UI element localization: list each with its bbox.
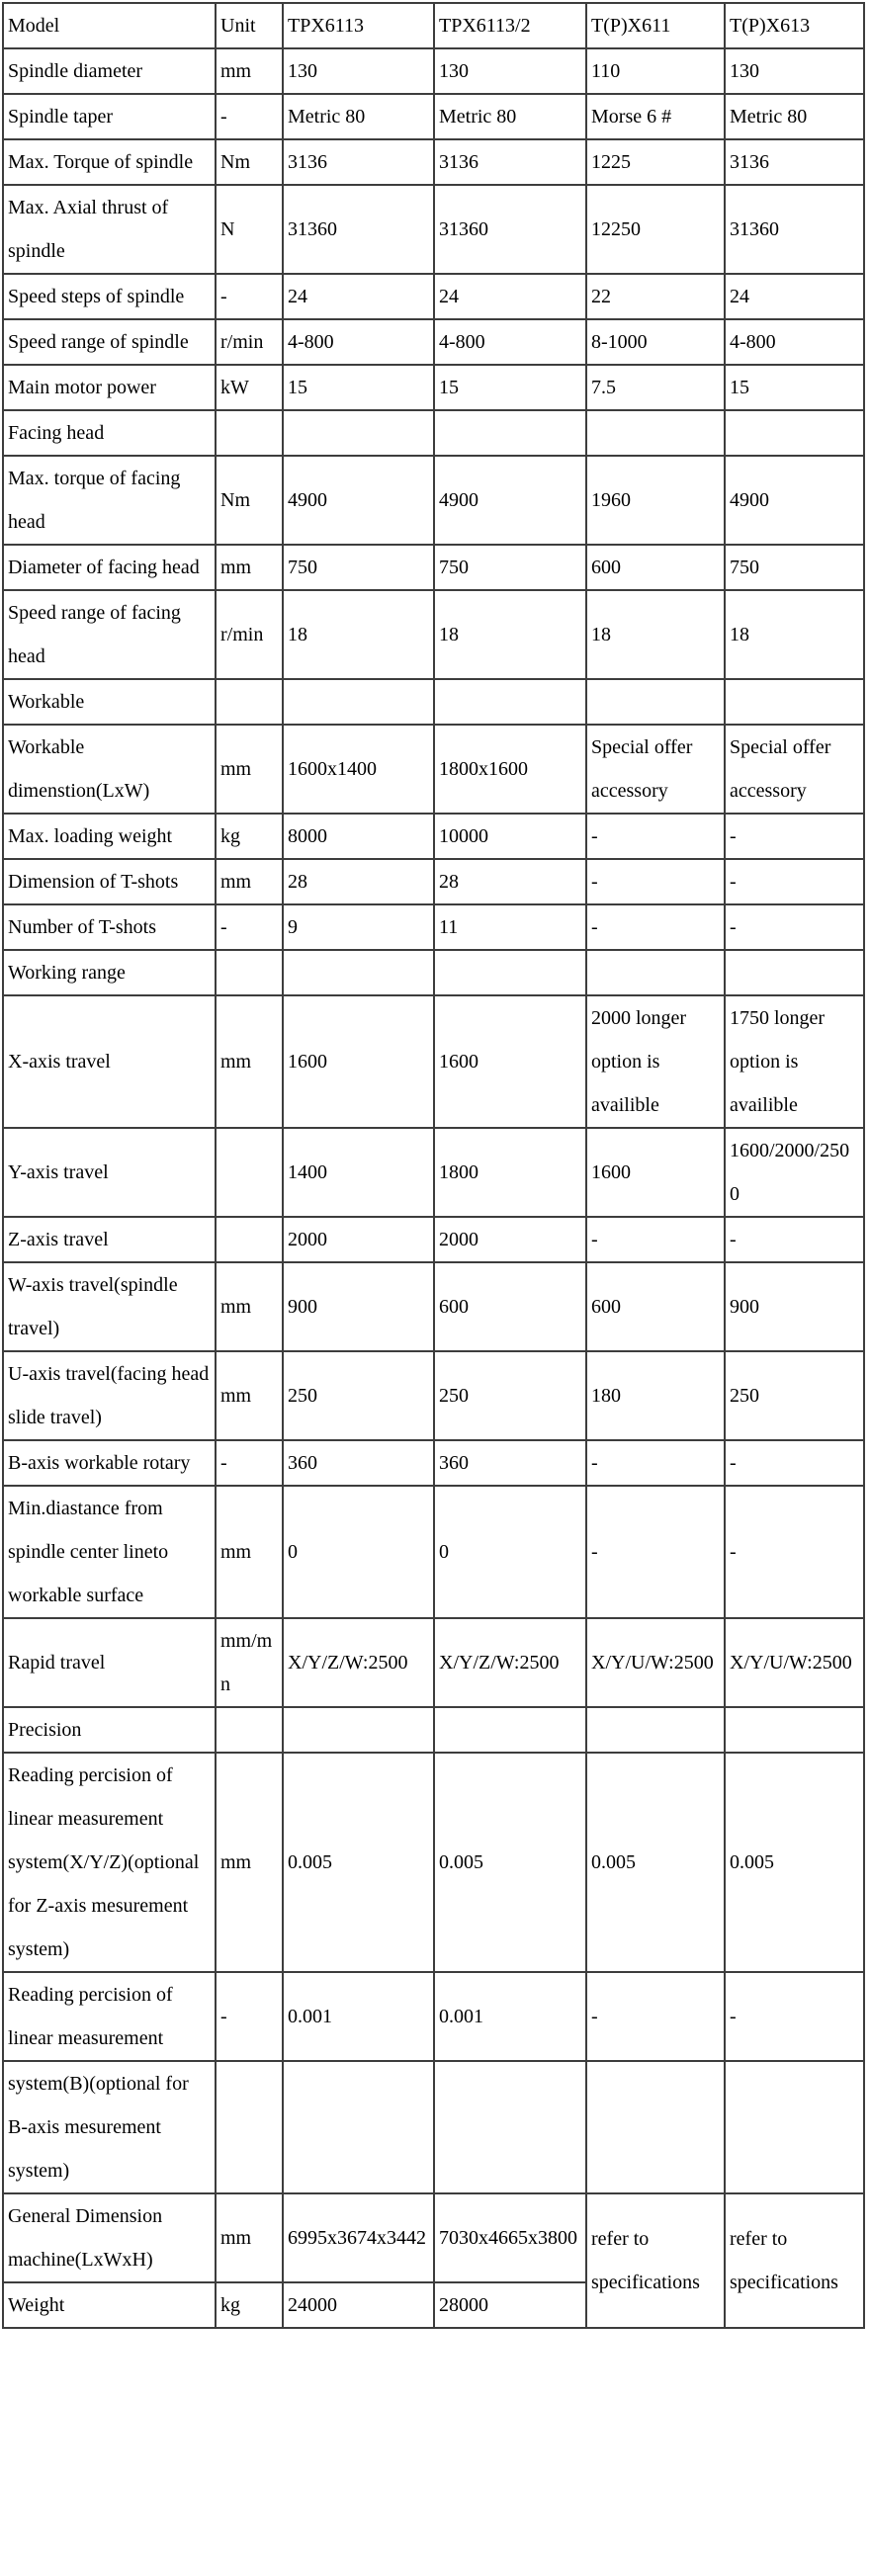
value-cell: 0.001 <box>283 1972 434 2061</box>
table-row <box>3 1128 864 1217</box>
value-cell: 1800x1600 <box>434 725 586 814</box>
value-cell: 0 <box>434 1486 586 1618</box>
unit-cell: mm <box>216 1486 283 1618</box>
spec-label-cell: Max. Axial thrust of spindle <box>3 185 216 274</box>
value-cell: 4-800 <box>725 319 864 365</box>
value-cell: - <box>586 1440 725 1486</box>
spec-label-cell: U-axis travel(facing head slide travel) <box>3 1351 216 1440</box>
value-cell <box>283 950 434 995</box>
table-row <box>3 1217 864 1262</box>
value-cell: 0 <box>283 1486 434 1618</box>
value-cell: Metric 80 <box>434 94 586 139</box>
spec-label-cell: Working range <box>3 950 216 995</box>
value-cell <box>725 1707 864 1753</box>
value-cell: 18 <box>434 590 586 679</box>
value-cell: - <box>725 859 864 904</box>
value-cell: 1750 longer option is availible <box>725 995 864 1128</box>
table-row <box>3 319 864 365</box>
unit-cell: mm <box>216 725 283 814</box>
value-cell <box>725 950 864 995</box>
table-row <box>3 1486 864 1618</box>
value-cell: 900 <box>283 1262 434 1351</box>
spec-label-cell: Number of T-shots <box>3 904 216 950</box>
value-cell: 24 <box>725 274 864 319</box>
value-cell: refer to specifications <box>586 2193 725 2328</box>
value-cell: 15 <box>725 365 864 410</box>
specs-table-body <box>3 3 864 2328</box>
value-cell: 360 <box>283 1440 434 1486</box>
value-cell: 11 <box>434 904 586 950</box>
value-cell <box>434 950 586 995</box>
value-cell: 900 <box>725 1262 864 1351</box>
value-cell: 1960 <box>586 456 725 545</box>
value-cell: - <box>586 1972 725 2061</box>
unit-cell: Nm <box>216 456 283 545</box>
value-cell <box>434 410 586 456</box>
value-cell: 9 <box>283 904 434 950</box>
value-cell <box>283 679 434 725</box>
spec-label-cell: Max. torque of facing head <box>3 456 216 545</box>
spec-label-cell: Spindle diameter <box>3 48 216 94</box>
value-cell: 6995x3674x3442 <box>283 2193 434 2282</box>
value-cell: 28 <box>434 859 586 904</box>
value-cell: 0.005 <box>434 1753 586 1972</box>
value-cell <box>283 2061 434 2193</box>
value-cell: 2000 longer option is availible <box>586 995 725 1128</box>
spec-label-cell: Spindle taper <box>3 94 216 139</box>
unit-cell: mm <box>216 995 283 1128</box>
table-row <box>3 410 864 456</box>
table-row <box>3 814 864 859</box>
unit-cell <box>216 950 283 995</box>
unit-cell: N <box>216 185 283 274</box>
unit-cell: mm <box>216 2193 283 2282</box>
unit-cell: r/min <box>216 319 283 365</box>
value-cell: - <box>725 904 864 950</box>
value-cell <box>434 1707 586 1753</box>
value-cell: 4900 <box>283 456 434 545</box>
table-row <box>3 1972 864 2061</box>
value-cell: Metric 80 <box>725 94 864 139</box>
value-cell <box>586 1707 725 1753</box>
value-cell: - <box>586 1486 725 1618</box>
value-cell <box>725 410 864 456</box>
header-cell: T(P)X613 <box>725 3 864 48</box>
value-cell <box>586 950 725 995</box>
table-row <box>3 995 864 1128</box>
spec-label-cell: Rapid travel <box>3 1618 216 1707</box>
value-cell: 24 <box>283 274 434 319</box>
value-cell: 15 <box>283 365 434 410</box>
value-cell: 15 <box>434 365 586 410</box>
value-cell: 24 <box>434 274 586 319</box>
unit-cell: - <box>216 1972 283 2061</box>
table-row <box>3 48 864 94</box>
value-cell: 3136 <box>283 139 434 185</box>
value-cell: Metric 80 <box>283 94 434 139</box>
unit-cell: - <box>216 274 283 319</box>
unit-cell: mm <box>216 48 283 94</box>
spec-label-cell: Speed steps of spindle <box>3 274 216 319</box>
unit-cell <box>216 1707 283 1753</box>
value-cell: 1600 <box>283 995 434 1128</box>
unit-cell: mm <box>216 1262 283 1351</box>
unit-cell: kg <box>216 2282 283 2328</box>
value-cell: Special offer accessory <box>586 725 725 814</box>
specs-table <box>2 2 865 2329</box>
value-cell: - <box>725 1972 864 2061</box>
value-cell: 600 <box>586 1262 725 1351</box>
unit-cell <box>216 1217 283 1262</box>
value-cell: 0.005 <box>283 1753 434 1972</box>
value-cell: 10000 <box>434 814 586 859</box>
unit-cell: mm/mn <box>216 1618 283 1707</box>
value-cell: 18 <box>283 590 434 679</box>
value-cell: 4-800 <box>283 319 434 365</box>
table-row <box>3 1351 864 1440</box>
value-cell: 750 <box>434 545 586 590</box>
table-row <box>3 94 864 139</box>
spec-label-cell: Precision <box>3 1707 216 1753</box>
unit-cell: - <box>216 904 283 950</box>
value-cell <box>586 410 725 456</box>
spec-label-cell: system(B)(optional for B-axis mesurement system) <box>3 2061 216 2193</box>
value-cell: refer to specifications <box>725 2193 864 2328</box>
header-cell: Model <box>3 3 216 48</box>
spec-label-cell: Diameter of facing head <box>3 545 216 590</box>
value-cell: X/Y/U/W:2500 <box>725 1618 864 1707</box>
header-row <box>3 3 864 48</box>
unit-cell: r/min <box>216 590 283 679</box>
value-cell: 31360 <box>434 185 586 274</box>
value-cell: 28000 <box>434 2282 586 2328</box>
value-cell: - <box>586 1217 725 1262</box>
value-cell <box>283 1707 434 1753</box>
value-cell: 1800 <box>434 1128 586 1217</box>
value-cell: 1225 <box>586 139 725 185</box>
unit-cell: - <box>216 94 283 139</box>
spec-label-cell: X-axis travel <box>3 995 216 1128</box>
header-cell: T(P)X611 <box>586 3 725 48</box>
unit-cell <box>216 1128 283 1217</box>
table-row <box>3 2061 864 2193</box>
spec-label-cell: Y-axis travel <box>3 1128 216 1217</box>
value-cell: 2000 <box>434 1217 586 1262</box>
unit-cell <box>216 679 283 725</box>
value-cell: 1600x1400 <box>283 725 434 814</box>
value-cell: 600 <box>434 1262 586 1351</box>
spec-label-cell: Dimension of T-shots <box>3 859 216 904</box>
value-cell: 12250 <box>586 185 725 274</box>
spec-label-cell: Weight <box>3 2282 216 2328</box>
value-cell <box>586 2061 725 2193</box>
unit-cell: mm <box>216 1351 283 1440</box>
value-cell: Morse 6 # <box>586 94 725 139</box>
table-row <box>3 185 864 274</box>
value-cell: 0.001 <box>434 1972 586 2061</box>
value-cell: 750 <box>725 545 864 590</box>
value-cell: 28 <box>283 859 434 904</box>
value-cell: 18 <box>725 590 864 679</box>
value-cell: 31360 <box>283 185 434 274</box>
value-cell: 8-1000 <box>586 319 725 365</box>
value-cell: - <box>586 859 725 904</box>
value-cell <box>725 679 864 725</box>
spec-label-cell: Min.diastance from spindle center lineto workable surface <box>3 1486 216 1618</box>
unit-cell: mm <box>216 545 283 590</box>
table-row <box>3 545 864 590</box>
value-cell: 31360 <box>725 185 864 274</box>
spec-label-cell: Main motor power <box>3 365 216 410</box>
value-cell: 7030x4665x3800 <box>434 2193 586 2282</box>
unit-cell: kg <box>216 814 283 859</box>
value-cell: 4-800 <box>434 319 586 365</box>
value-cell: 110 <box>586 48 725 94</box>
table-row <box>3 950 864 995</box>
value-cell: 130 <box>434 48 586 94</box>
spec-label-cell: Reading percision of linear measurement <box>3 1972 216 2061</box>
table-row <box>3 1707 864 1753</box>
value-cell: 250 <box>725 1351 864 1440</box>
unit-cell: mm <box>216 1753 283 1972</box>
value-cell <box>586 679 725 725</box>
value-cell: - <box>586 814 725 859</box>
value-cell: 4900 <box>434 456 586 545</box>
spec-label-cell: Z-axis travel <box>3 1217 216 1262</box>
spec-label-cell: Workable <box>3 679 216 725</box>
value-cell: 2000 <box>283 1217 434 1262</box>
spec-label-cell: B-axis workable rotary <box>3 1440 216 1486</box>
value-cell: 0.005 <box>725 1753 864 1972</box>
value-cell: 180 <box>586 1351 725 1440</box>
spec-label-cell: Facing head <box>3 410 216 456</box>
unit-cell: - <box>216 1440 283 1486</box>
table-row <box>3 1262 864 1351</box>
value-cell: X/Y/Z/W:2500 <box>283 1618 434 1707</box>
spec-label-cell: Workable dimenstion(LxW) <box>3 725 216 814</box>
value-cell: - <box>586 904 725 950</box>
value-cell: 1600 <box>586 1128 725 1217</box>
table-row <box>3 1753 864 1972</box>
table-row <box>3 274 864 319</box>
spec-label-cell: Speed range of facing head <box>3 590 216 679</box>
unit-cell: mm <box>216 859 283 904</box>
value-cell <box>725 2061 864 2193</box>
value-cell: X/Y/U/W:2500 <box>586 1618 725 1707</box>
unit-cell: kW <box>216 365 283 410</box>
table-row <box>3 2193 864 2282</box>
spec-label-cell: General Dimension machine(LxWxH) <box>3 2193 216 2282</box>
table-row <box>3 1618 864 1707</box>
value-cell: 3136 <box>725 139 864 185</box>
value-cell: 22 <box>586 274 725 319</box>
table-row <box>3 904 864 950</box>
unit-cell: Nm <box>216 139 283 185</box>
value-cell: 1600 <box>434 995 586 1128</box>
value-cell <box>434 679 586 725</box>
value-cell: - <box>725 814 864 859</box>
value-cell: - <box>725 1440 864 1486</box>
value-cell: 1600/2000/2500 <box>725 1128 864 1217</box>
table-row <box>3 456 864 545</box>
table-row <box>3 1440 864 1486</box>
value-cell: 600 <box>586 545 725 590</box>
table-row <box>3 725 864 814</box>
value-cell: - <box>725 1217 864 1262</box>
spec-label-cell: Speed range of spindle <box>3 319 216 365</box>
table-row <box>3 139 864 185</box>
value-cell: - <box>725 1486 864 1618</box>
value-cell <box>283 410 434 456</box>
unit-cell <box>216 2061 283 2193</box>
value-cell: 18 <box>586 590 725 679</box>
table-row <box>3 590 864 679</box>
value-cell: 250 <box>283 1351 434 1440</box>
spec-label-cell: Reading percision of linear measurement system(X/Y/Z)(optional for Z-axis mesurement system) <box>3 1753 216 1972</box>
value-cell <box>434 2061 586 2193</box>
value-cell: 3136 <box>434 139 586 185</box>
header-cell: TPX6113/2 <box>434 3 586 48</box>
value-cell: 130 <box>283 48 434 94</box>
table-row <box>3 859 864 904</box>
value-cell: 130 <box>725 48 864 94</box>
table-row <box>3 365 864 410</box>
value-cell: 1400 <box>283 1128 434 1217</box>
value-cell: 0.005 <box>586 1753 725 1972</box>
value-cell: 360 <box>434 1440 586 1486</box>
header-cell: TPX6113 <box>283 3 434 48</box>
header-cell: Unit <box>216 3 283 48</box>
spec-label-cell: W-axis travel(spindle travel) <box>3 1262 216 1351</box>
spec-label-cell: Max. Torque of spindle <box>3 139 216 185</box>
table-row <box>3 679 864 725</box>
value-cell: Special offer accessory <box>725 725 864 814</box>
value-cell: 24000 <box>283 2282 434 2328</box>
value-cell: 750 <box>283 545 434 590</box>
value-cell: 8000 <box>283 814 434 859</box>
value-cell: 4900 <box>725 456 864 545</box>
value-cell: 250 <box>434 1351 586 1440</box>
unit-cell <box>216 410 283 456</box>
value-cell: 7.5 <box>586 365 725 410</box>
value-cell: X/Y/Z/W:2500 <box>434 1618 586 1707</box>
spec-label-cell: Max. loading weight <box>3 814 216 859</box>
